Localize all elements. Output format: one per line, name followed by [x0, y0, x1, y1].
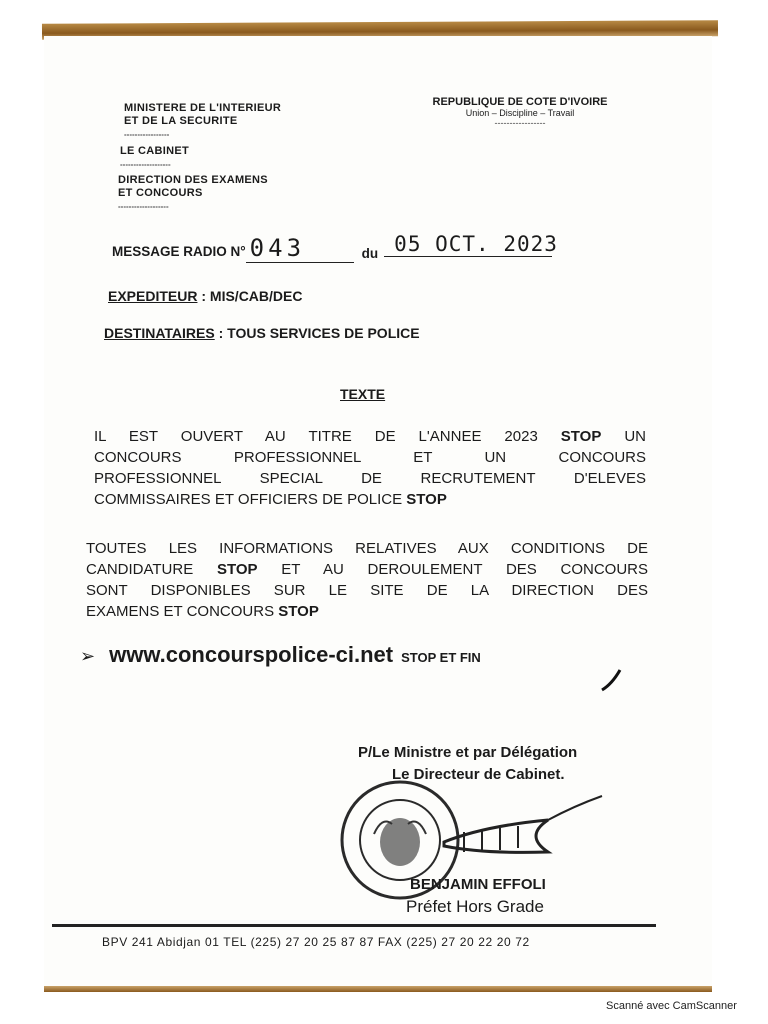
paragraph-2: [86, 538, 648, 622]
cabinet-header: [120, 145, 189, 171]
ministry-line-2: ET DE LA SECURITE: [124, 115, 238, 127]
paragraph-2-line-4: [86, 601, 648, 622]
website-url[interactable]: www.concourspolice-ci.net: [109, 642, 394, 667]
paragraph-1-line-1: [94, 426, 646, 447]
signatory-name: BENJAMIN EFFOLI: [410, 876, 546, 893]
message-radio-label: MESSAGE RADIO N°: [112, 244, 246, 259]
cabinet-label: LE CABINET: [120, 145, 189, 157]
pen-mark-icon: [598, 664, 628, 694]
republic-separator: -----------------: [494, 118, 546, 128]
republic-name: REPUBLIQUE DE COTE D'IVOIRE: [432, 96, 608, 108]
stop-keyword: STOP: [216, 561, 258, 578]
paragraph-2-line-1: TOUTES LES INFORMATIONS RELATIVES AUX CONDITIONS DE: [86, 540, 648, 557]
message-radio-line: [112, 232, 558, 263]
direction-header: [118, 174, 268, 213]
p1-text-a: IL EST OUVERT AU TITRE DE L'ANNEE 2023: [94, 428, 538, 445]
arrow-bullet-icon: ➢: [80, 646, 96, 666]
paragraph-1: [94, 426, 646, 510]
website-tail: STOP ET FIN: [401, 650, 481, 665]
cabinet-separator: -------------------: [120, 160, 171, 169]
paragraph-2-line-2: [86, 559, 648, 580]
p1-text-d: COMMISSAIRES ET OFFICIERS DE POLICE: [94, 491, 403, 508]
ministry-line-1: MINISTERE DE L'INTERIEUR: [124, 102, 282, 114]
paragraph-1-line-4: [94, 489, 646, 510]
texte-title: TEXTE: [340, 386, 386, 402]
message-date: 05 OCT. 2023: [384, 232, 552, 257]
expediteur-value: : MIS/CAB/DEC: [201, 288, 303, 304]
p2-text-c: ET AU DEROULEMENT DES CONCOURS: [281, 561, 648, 578]
du-label: du: [361, 246, 379, 261]
stop-keyword: STOP: [560, 428, 602, 445]
website-line: [80, 642, 481, 668]
scan-bottom-edge: [44, 986, 712, 992]
stop-keyword: STOP: [278, 603, 319, 620]
destinataires-label: DESTINATAIRES: [104, 325, 215, 341]
ministry-header: [124, 102, 281, 141]
scanner-watermark: Scanné avec CamScanner: [606, 1000, 737, 1012]
p2-text-d: EXAMENS ET CONCOURS: [86, 603, 275, 620]
direction-line-1: DIRECTION DES EXAMENS: [118, 174, 268, 186]
destinataires-value: : TOUS SERVICES DE POLICE: [218, 325, 420, 341]
p1-text-c: UN: [624, 428, 647, 445]
paragraph-1-line-3: PROFESSIONNEL SPECIAL DE RECRUTEMENT D'ELEVES: [94, 470, 646, 487]
footer-contact: BPV 241 Abidjan 01 TEL (225) 27 20 25 87 87 FAX (225) 27 20 22 20 72: [102, 935, 530, 949]
paragraph-1-line-2: CONCOURS PROFESSIONNEL ET UN CONCOURS: [94, 449, 646, 466]
paragraph-2-line-3: SONT DISPONIBLES SUR LE SITE DE LA DIRECTION DES: [86, 582, 648, 599]
signatory-title: Préfet Hors Grade: [406, 897, 544, 916]
header-separator: -----------------: [124, 130, 170, 139]
p2-text-a: CANDIDATURE: [86, 561, 194, 578]
republic-motto: Union – Discipline – Travail: [465, 108, 575, 118]
destinataires-row: [104, 325, 420, 341]
direction-line-2: ET CONCOURS: [118, 187, 203, 199]
signature-line-1: P/Le Ministre et par Délégation: [358, 744, 578, 761]
direction-separator: -------------------: [118, 202, 169, 211]
message-number: 043: [246, 234, 354, 263]
republic-header: [400, 96, 640, 128]
expediteur-label: EXPEDITEUR: [108, 288, 198, 304]
signature-line-2: Le Directeur de Cabinet.: [392, 766, 565, 783]
stop-keyword: STOP: [406, 491, 447, 508]
footer-divider: [52, 924, 656, 927]
expediteur-row: [108, 288, 302, 304]
